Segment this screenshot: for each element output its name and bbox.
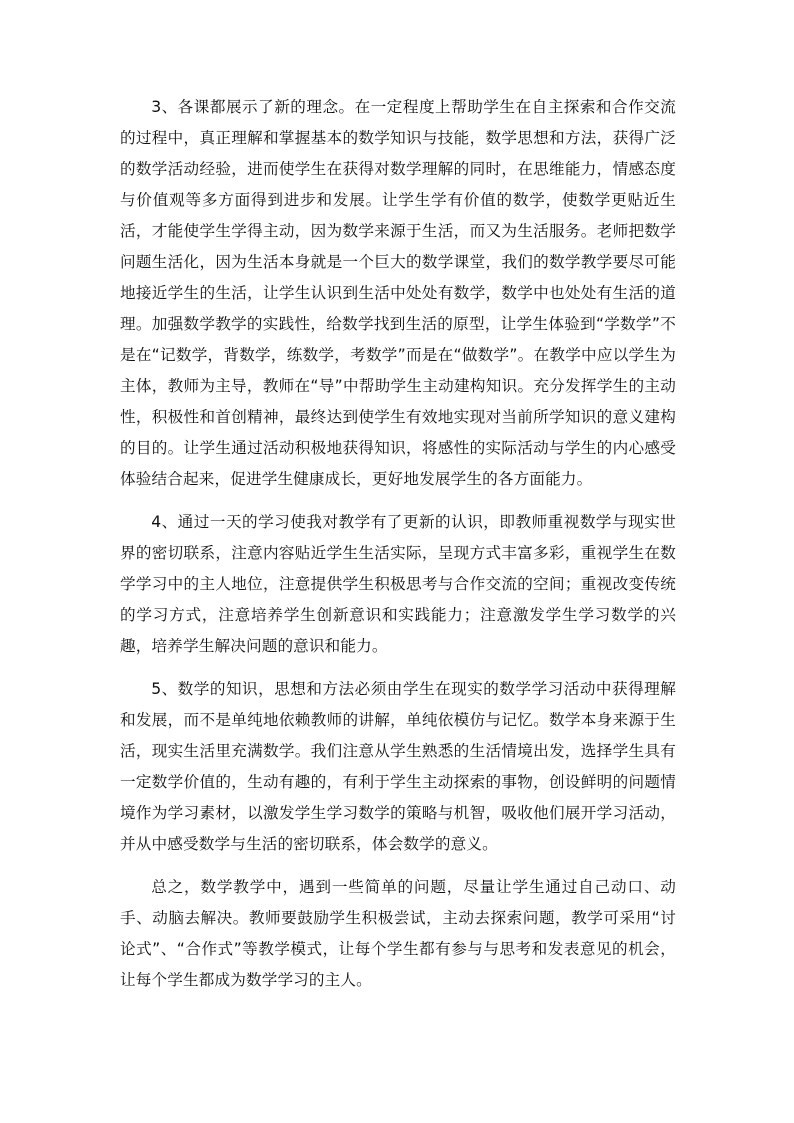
paragraph-summary: 总之，数学教学中，遇到一些简单的问题，尽量让学生通过自己动口、动手、动脑去解决。教师要鼓励学生积极尝试，主动去探索问题，教学可采用“讨论式”、“合作式”等教学模式，让每个学生都有参与与思考和发表意见的机会，让每个学生都成为数学学习的主人。 — [120, 878, 676, 989]
paragraph-5: 5、数学的知识，思想和方法必须由学生在现实的数学学习活动中获得理解和发展，而不是单纯地依赖教师的讲解，单纯依模仿与记忆。数学本身来源于生活，现实生活里充满数学。我们注意从学生熟悉的生活情境出发，选择学生具有一定数学价值的，生动有趣的，有利于学生主动探索的事物，创设鲜明的问题情境作为学习素材，以激发学生学习数学的策略与机智，吸收他们展开学习活动，并从中感受数学与生活的密切联系，体会数学的意义。 — [120, 680, 676, 853]
paragraph-3: 3、各课都展示了新的理念。在一定程度上帮助学生在自主探索和合作交流的过程中，真正理解和掌握基本的数学知识与技能，数学思想和方法，获得广泛的数学活动经验，进而使学生在获得对数学理解的同时，在思维能力，情感态度与价值观等多方面得到进步和发展。让学生学有价值的数学，使数学更贴近生活，才能使学生学得主动，因为数学来源于生活，而又为生活服务。老师把数学问题生活化，因为生活本身就是一个巨大的数学课堂，我们的数学教学要尽可能地接近学生的生活，让学生认识到生活中处处有数学，数学中也处处有生活的道理。加强数学教学的实践性，给数学找到生活的原型，让学生体验到“学数学”不是在“记数学，背数学，练数学，考数学”而是在“做数学”。在教学中应以学生为主体，教师为主导，教师在“导”中帮助学生主动建构知识。充分发挥学生的主动性，积极性和首创精神，最终达到使学生有效地实现对当前所学知识的意义建构的目的。让学生通过活动积极地获得知识，将感性的实际活动与学生的内心感受体验结合起来，促进学生健康成长，更好地发展学生的各方面能力。 — [120, 98, 676, 488]
paragraph-4: 4、通过一天的学习使我对教学有了更新的认识，即教师重视数学与现实世界的密切联系，注意内容贴近学生生活实际，呈现方式丰富多彩，重视学生在数学学习中的主人地位，注意提供学生积极思考与合作交流的空间；重视改变传统的学习方式，注意培养学生创新意识和实践能力；注意激发学生学习数学的兴趣，培养学生解决问题的意识和能力。 — [120, 513, 676, 655]
document-body — [120, 92, 676, 996]
